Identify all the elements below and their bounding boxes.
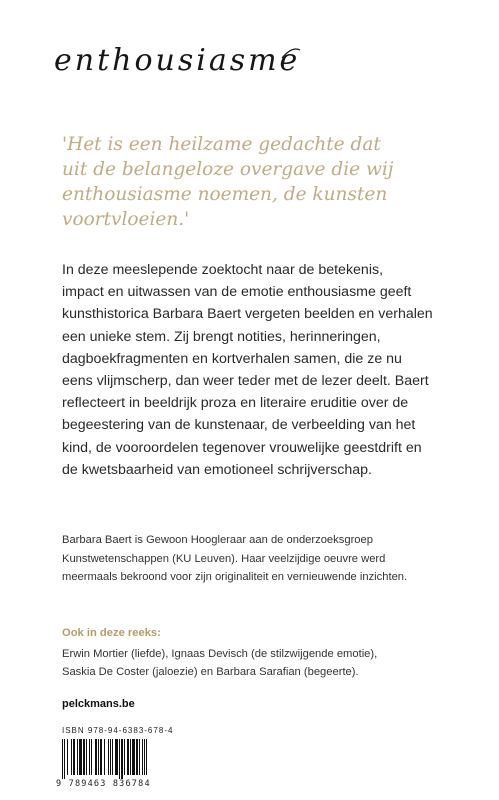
barcode-bars: [62, 739, 180, 779]
cover-title: [54, 36, 304, 84]
title-text: enthousiasme: [54, 43, 301, 78]
series-list: Erwin Mortier (liefde), Ignaas Devisch (de stilzwijgende emotie), Saskia De Coster (jaloezie) en Barbara Sarafian (begeerte).: [62, 648, 378, 678]
title-script-graphic: [54, 36, 304, 84]
isbn-label: ISBN 978-94-6383-678-4: [62, 726, 174, 735]
series-heading: Ook in deze reeks:: [62, 627, 161, 639]
barcode-digits: 9 789463 836784: [56, 779, 151, 789]
book-description: In deze meeslepende zoektocht naar de betekenis, impact en uitwassen van de emotie enthousiasme geeft kunsthistorica Barbara Baert vergeten beelden en verhalen een unieke stem. Zij brengt notities, herinneringen, dagboekfragmenten en kortverhalen samen, die ze nu eens vlijmscherp, dan weer teder met de lezer deelt. Baert reflecteert in beeldrijk proza en literaire eruditie over de begeestering van de kunstenaar, de verbeelding van het kind, de vooroordelen tegenover vrouwelijke geestdrift en de kwetsbaarheid van emotioneel schrijverschap.: [62, 262, 433, 478]
publisher-url: pelckmans.be: [62, 698, 135, 710]
pull-quote: 'Het is een heilzame gedachte dat uit de belangeloze overgave die wij enthousiasme noemen, de kunsten voortvloeien.': [62, 134, 394, 230]
author-bio: Barbara Baert is Gewoon Hoogleraar aan de onderzoeksgroep Kunstwetenschappen (KU Leuven). Haar veelzijdige oeuvre werd meermaals bekroond voor zijn originaliteit en vernieuwende inzichten.: [62, 534, 408, 583]
